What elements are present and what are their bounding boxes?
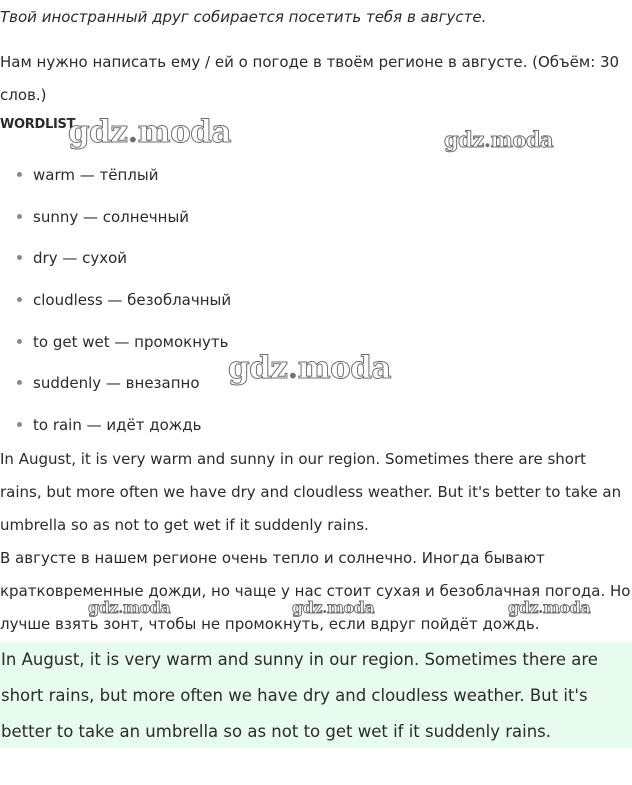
wordlist-title: WORDLIST [0,117,76,132]
answer-russian: В августе в нашем регионе очень тепло и солнечно. Иногда бывают кратковременные дожди, но чаще у нас стоит сухая и безоблачная погода. Но лучше взять зонт, чтобы не промокнуть, если вдруг пойдёт дождь. [0,549,631,633]
highlighted-answer-text: In August, it is very warm and sunny in our region. Sometimes there are short rains, but more often we have dry and cloudless weather. But it's better to take an umbrella so as not to get wet if it suddenly rains. [1,650,598,741]
wordlist-item [0,404,231,446]
wordlist-item [0,196,231,238]
task-prompt: Нам нужно написать ему / ей о погоде в твоём регионе в августе. (Объём: 30 слов.) [0,53,620,104]
watermark-domain: moda [297,350,392,386]
watermark-main: gdz [68,114,128,150]
watermark-main: gdz [228,350,288,386]
wordlist-item [0,362,231,404]
bullet-icon [17,339,22,344]
bullet-icon [17,380,22,385]
watermark-logo: gdz.moda [508,598,591,617]
wordlist-item [0,279,231,321]
wordlist-item [0,154,231,196]
watermark-main: gdz [444,127,484,152]
watermark-domain: moda [327,598,375,617]
answer-english: In August, it is very warm and sunny in our region. Sometimes there are short rains, but more often we have dry and cloudless weather. But it's better to take an umbrella so as not to get wet if it suddenly rains. [0,450,622,534]
wordlist [0,154,231,446]
bullet-icon [17,214,22,219]
wordlist-item-text: dry — сухой [33,249,128,268]
watermark-logo: gdz.moda [88,598,171,617]
watermark-domain: moda [123,598,171,617]
highlighted-answer-box [0,642,632,748]
wordlist-item-text: sunny — солнечный [33,207,190,226]
task-intro: Твой иностранный друг собирается посетить тебя в августе. [0,8,487,26]
wordlist-item [0,321,231,363]
watermark-logo: gdz.moda [68,114,232,150]
wordlist-item-text: warm — тёплый [33,166,159,184]
watermark-domain: moda [490,127,554,152]
watermark-logo: gdz.moda [292,598,375,617]
bullet-icon [17,255,22,260]
bullet-icon [17,172,22,177]
watermark-domain: moda [543,598,591,617]
wordlist-item-text: cloudless — безоблачный [33,291,232,310]
wordlist-item-text: to get wet — промокнуть [33,332,229,351]
bullet-icon [17,422,22,427]
wordlist-item [0,237,231,279]
wordlist-item-text: suddenly — внезапно [33,374,200,393]
watermark-main: gdz [88,598,118,617]
watermark-main: gdz [292,598,322,617]
watermark-logo: gdz.moda [444,127,554,152]
watermark-main: gdz [508,598,538,617]
bullet-icon [17,297,22,302]
watermark-logo: gdz.moda [228,350,392,386]
wordlist-item-text: to rain — идёт дождь [33,416,202,435]
watermark-domain: moda [137,114,232,150]
